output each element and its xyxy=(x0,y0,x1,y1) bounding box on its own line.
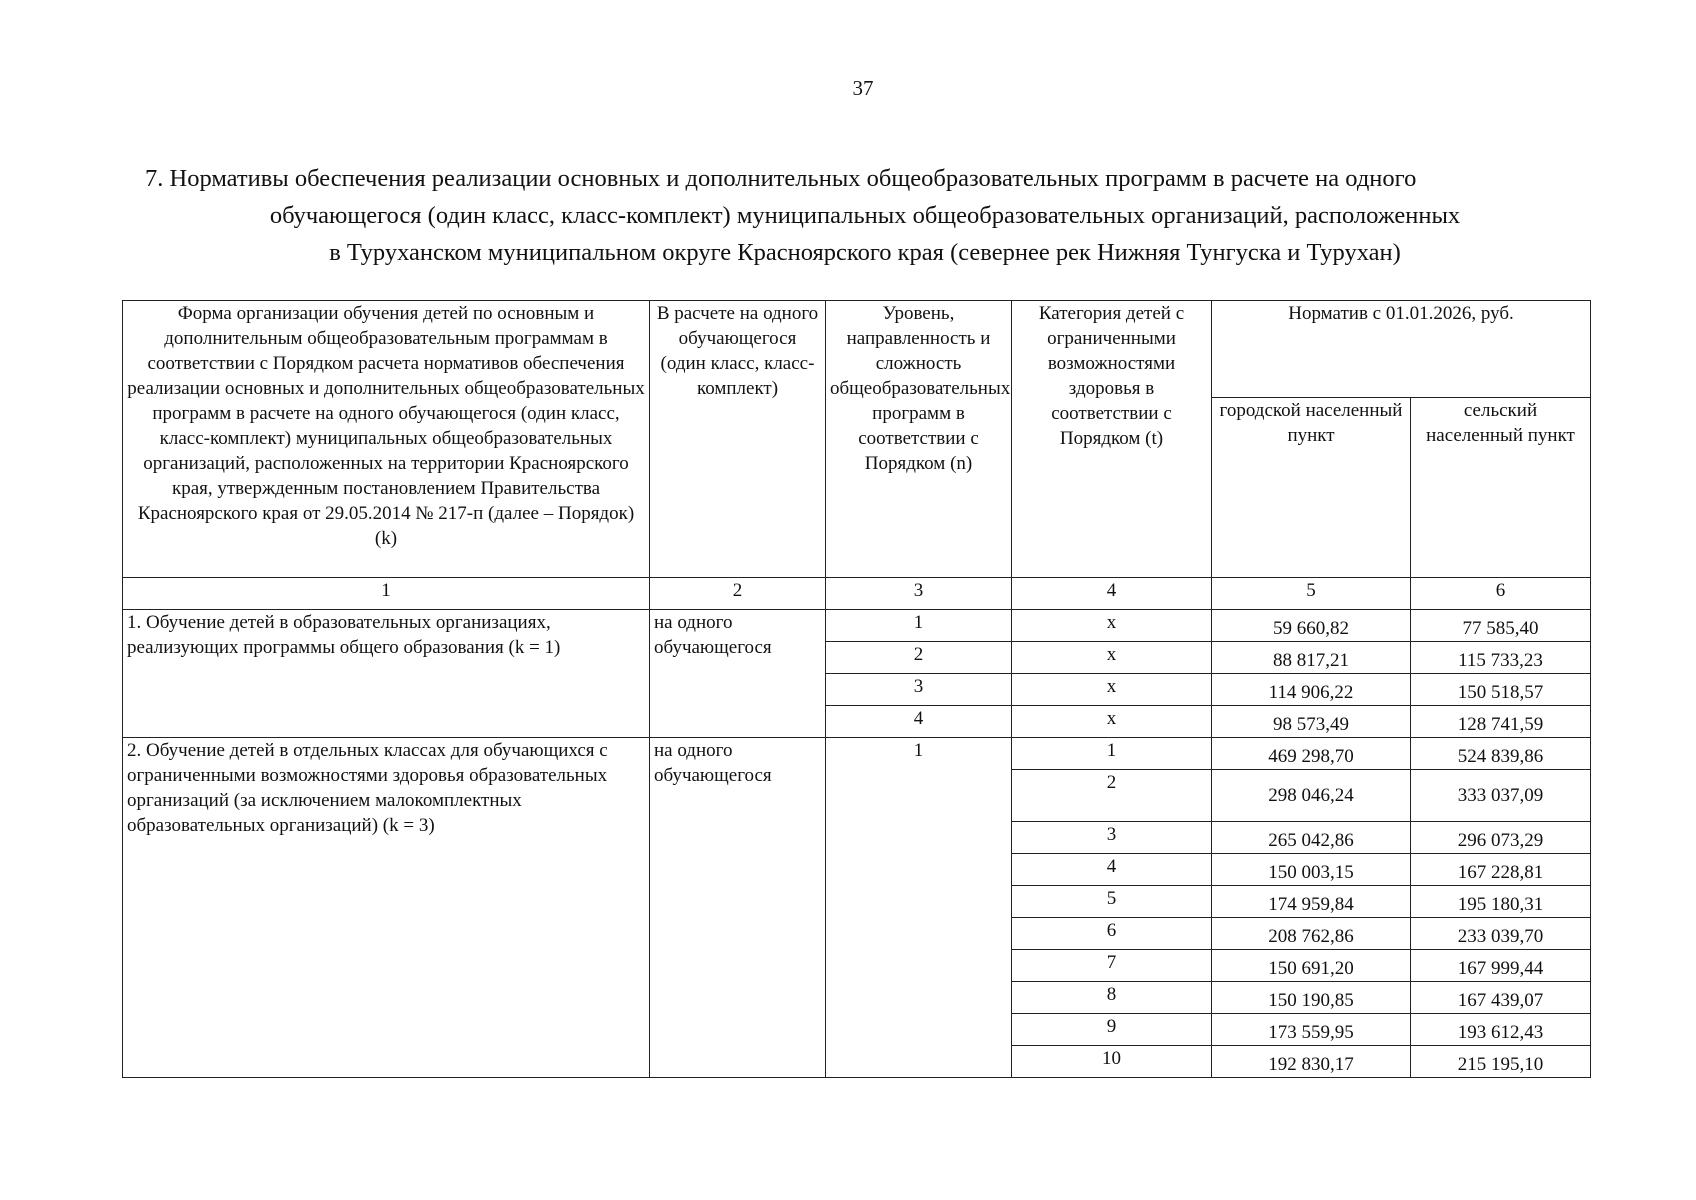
category-cell: 1 xyxy=(1012,738,1212,770)
rural-value: 233 039,70 xyxy=(1411,918,1591,950)
header-rural: сельский населенный пункт xyxy=(1411,398,1591,578)
column-number: 6 xyxy=(1411,578,1591,610)
category-cell: х xyxy=(1012,706,1212,738)
header-form: Форма организации обучения детей по основным и дополнительным общеобразовательным программам в соответствии с Порядком расчета нормативов обеспечения реализации основных и дополнительных общеобразовательных программ в расчете на одного обучающегося (один класс, класс-комплект) муниципальных общеобразовательных организаций, расположенных на территории Красноярского края, утвержденным постановлением Правительства Красноярского края от 29.05.2014 № 217-п (далее – Порядок) (k) xyxy=(123,301,650,578)
urban-value: 173 559,95 xyxy=(1212,1014,1411,1046)
rural-value: 167 228,81 xyxy=(1411,854,1591,886)
level-cell: 1 xyxy=(826,738,1012,1078)
urban-value: 114 906,22 xyxy=(1212,674,1411,706)
rural-value: 167 439,07 xyxy=(1411,982,1591,1014)
urban-value: 208 762,86 xyxy=(1212,918,1411,950)
column-number: 5 xyxy=(1212,578,1411,610)
header-urban: городской населенный пункт xyxy=(1212,398,1411,578)
section2-per: на одного обучающегося xyxy=(650,738,826,1078)
level-cell: 4 xyxy=(826,706,1012,738)
urban-value: 150 691,20 xyxy=(1212,950,1411,982)
level-cell: 1 xyxy=(826,610,1012,642)
category-cell: 6 xyxy=(1012,918,1212,950)
norms-table xyxy=(122,300,1591,1078)
category-cell: 7 xyxy=(1012,950,1212,982)
page-number: 37 xyxy=(852,76,874,100)
category-cell: 5 xyxy=(1012,886,1212,918)
header-level: Уровень, направленность и сложность общеобразовательных программ в соответствии с Порядком (n) xyxy=(826,301,1012,578)
column-number: 4 xyxy=(1012,578,1212,610)
title-line-3: в Туруханском муниципальном округе Красноярского края (севернее рек Нижняя Тунгуска и Турухан) xyxy=(329,239,1401,266)
category-cell: 3 xyxy=(1012,822,1212,854)
urban-value: 88 817,21 xyxy=(1212,642,1411,674)
rural-value: 333 037,09 xyxy=(1411,770,1591,822)
section1-form: 1. Обучение детей в образовательных организациях, реализующих программы общего образования (k = 1) xyxy=(123,610,650,738)
urban-value: 174 959,84 xyxy=(1212,886,1411,918)
rural-value: 115 733,23 xyxy=(1411,642,1591,674)
section-title xyxy=(145,160,1585,271)
category-cell: 8 xyxy=(1012,982,1212,1014)
urban-value: 150 190,85 xyxy=(1212,982,1411,1014)
section2-form: 2. Обучение детей в отдельных классах для обучающихся с ограниченными возможностями здоровья образовательных организаций (за исключением малокомплектных образовательных организаций) (k = 3) xyxy=(123,738,650,1078)
rural-value: 150 518,57 xyxy=(1411,674,1591,706)
urban-value: 150 003,15 xyxy=(1212,854,1411,886)
rural-value: 215 195,10 xyxy=(1411,1046,1591,1078)
category-cell: 4 xyxy=(1012,854,1212,886)
category-cell: 9 xyxy=(1012,1014,1212,1046)
table-row xyxy=(123,610,1591,642)
header-norm: Норматив с 01.01.2026, руб. xyxy=(1212,301,1591,398)
column-number: 1 xyxy=(123,578,650,610)
rural-value: 128 741,59 xyxy=(1411,706,1591,738)
level-cell: 3 xyxy=(826,674,1012,706)
header-category: Категория детей с ограниченными возможностями здоровья в соответствии с Порядком (t) xyxy=(1012,301,1212,578)
urban-value: 469 298,70 xyxy=(1212,738,1411,770)
table-row xyxy=(123,738,1591,770)
rural-value: 167 999,44 xyxy=(1411,950,1591,982)
urban-value: 265 042,86 xyxy=(1212,822,1411,854)
title-line-2: обучающегося (один класс, класс-комплект) муниципальных общеобразовательных организаций, расположенных xyxy=(269,202,1461,229)
urban-value: 298 046,24 xyxy=(1212,770,1411,822)
rural-value: 195 180,31 xyxy=(1411,886,1591,918)
rural-value: 193 612,43 xyxy=(1411,1014,1591,1046)
category-cell: х xyxy=(1012,674,1212,706)
rural-value: 296 073,29 xyxy=(1411,822,1591,854)
header-per: В расчете на одного обучающегося (один класс, класс-комплект) xyxy=(650,301,826,578)
category-cell: х xyxy=(1012,610,1212,642)
category-cell: 2 xyxy=(1012,770,1212,822)
category-cell: х xyxy=(1012,642,1212,674)
column-number: 2 xyxy=(650,578,826,610)
level-cell: 2 xyxy=(826,642,1012,674)
rural-value: 77 585,40 xyxy=(1411,610,1591,642)
column-numbers-row xyxy=(123,578,1591,610)
column-number: 3 xyxy=(826,578,1012,610)
urban-value: 98 573,49 xyxy=(1212,706,1411,738)
category-cell: 10 xyxy=(1012,1046,1212,1078)
urban-value: 59 660,82 xyxy=(1212,610,1411,642)
urban-value: 192 830,17 xyxy=(1212,1046,1411,1078)
section1-per: на одного обучающегося xyxy=(650,610,826,738)
title-line-1: 7. Нормативы обеспечения реализации основных и дополнительных общеобразовательных программ в расчете на одного xyxy=(145,165,1417,192)
rural-value: 524 839,86 xyxy=(1411,738,1591,770)
